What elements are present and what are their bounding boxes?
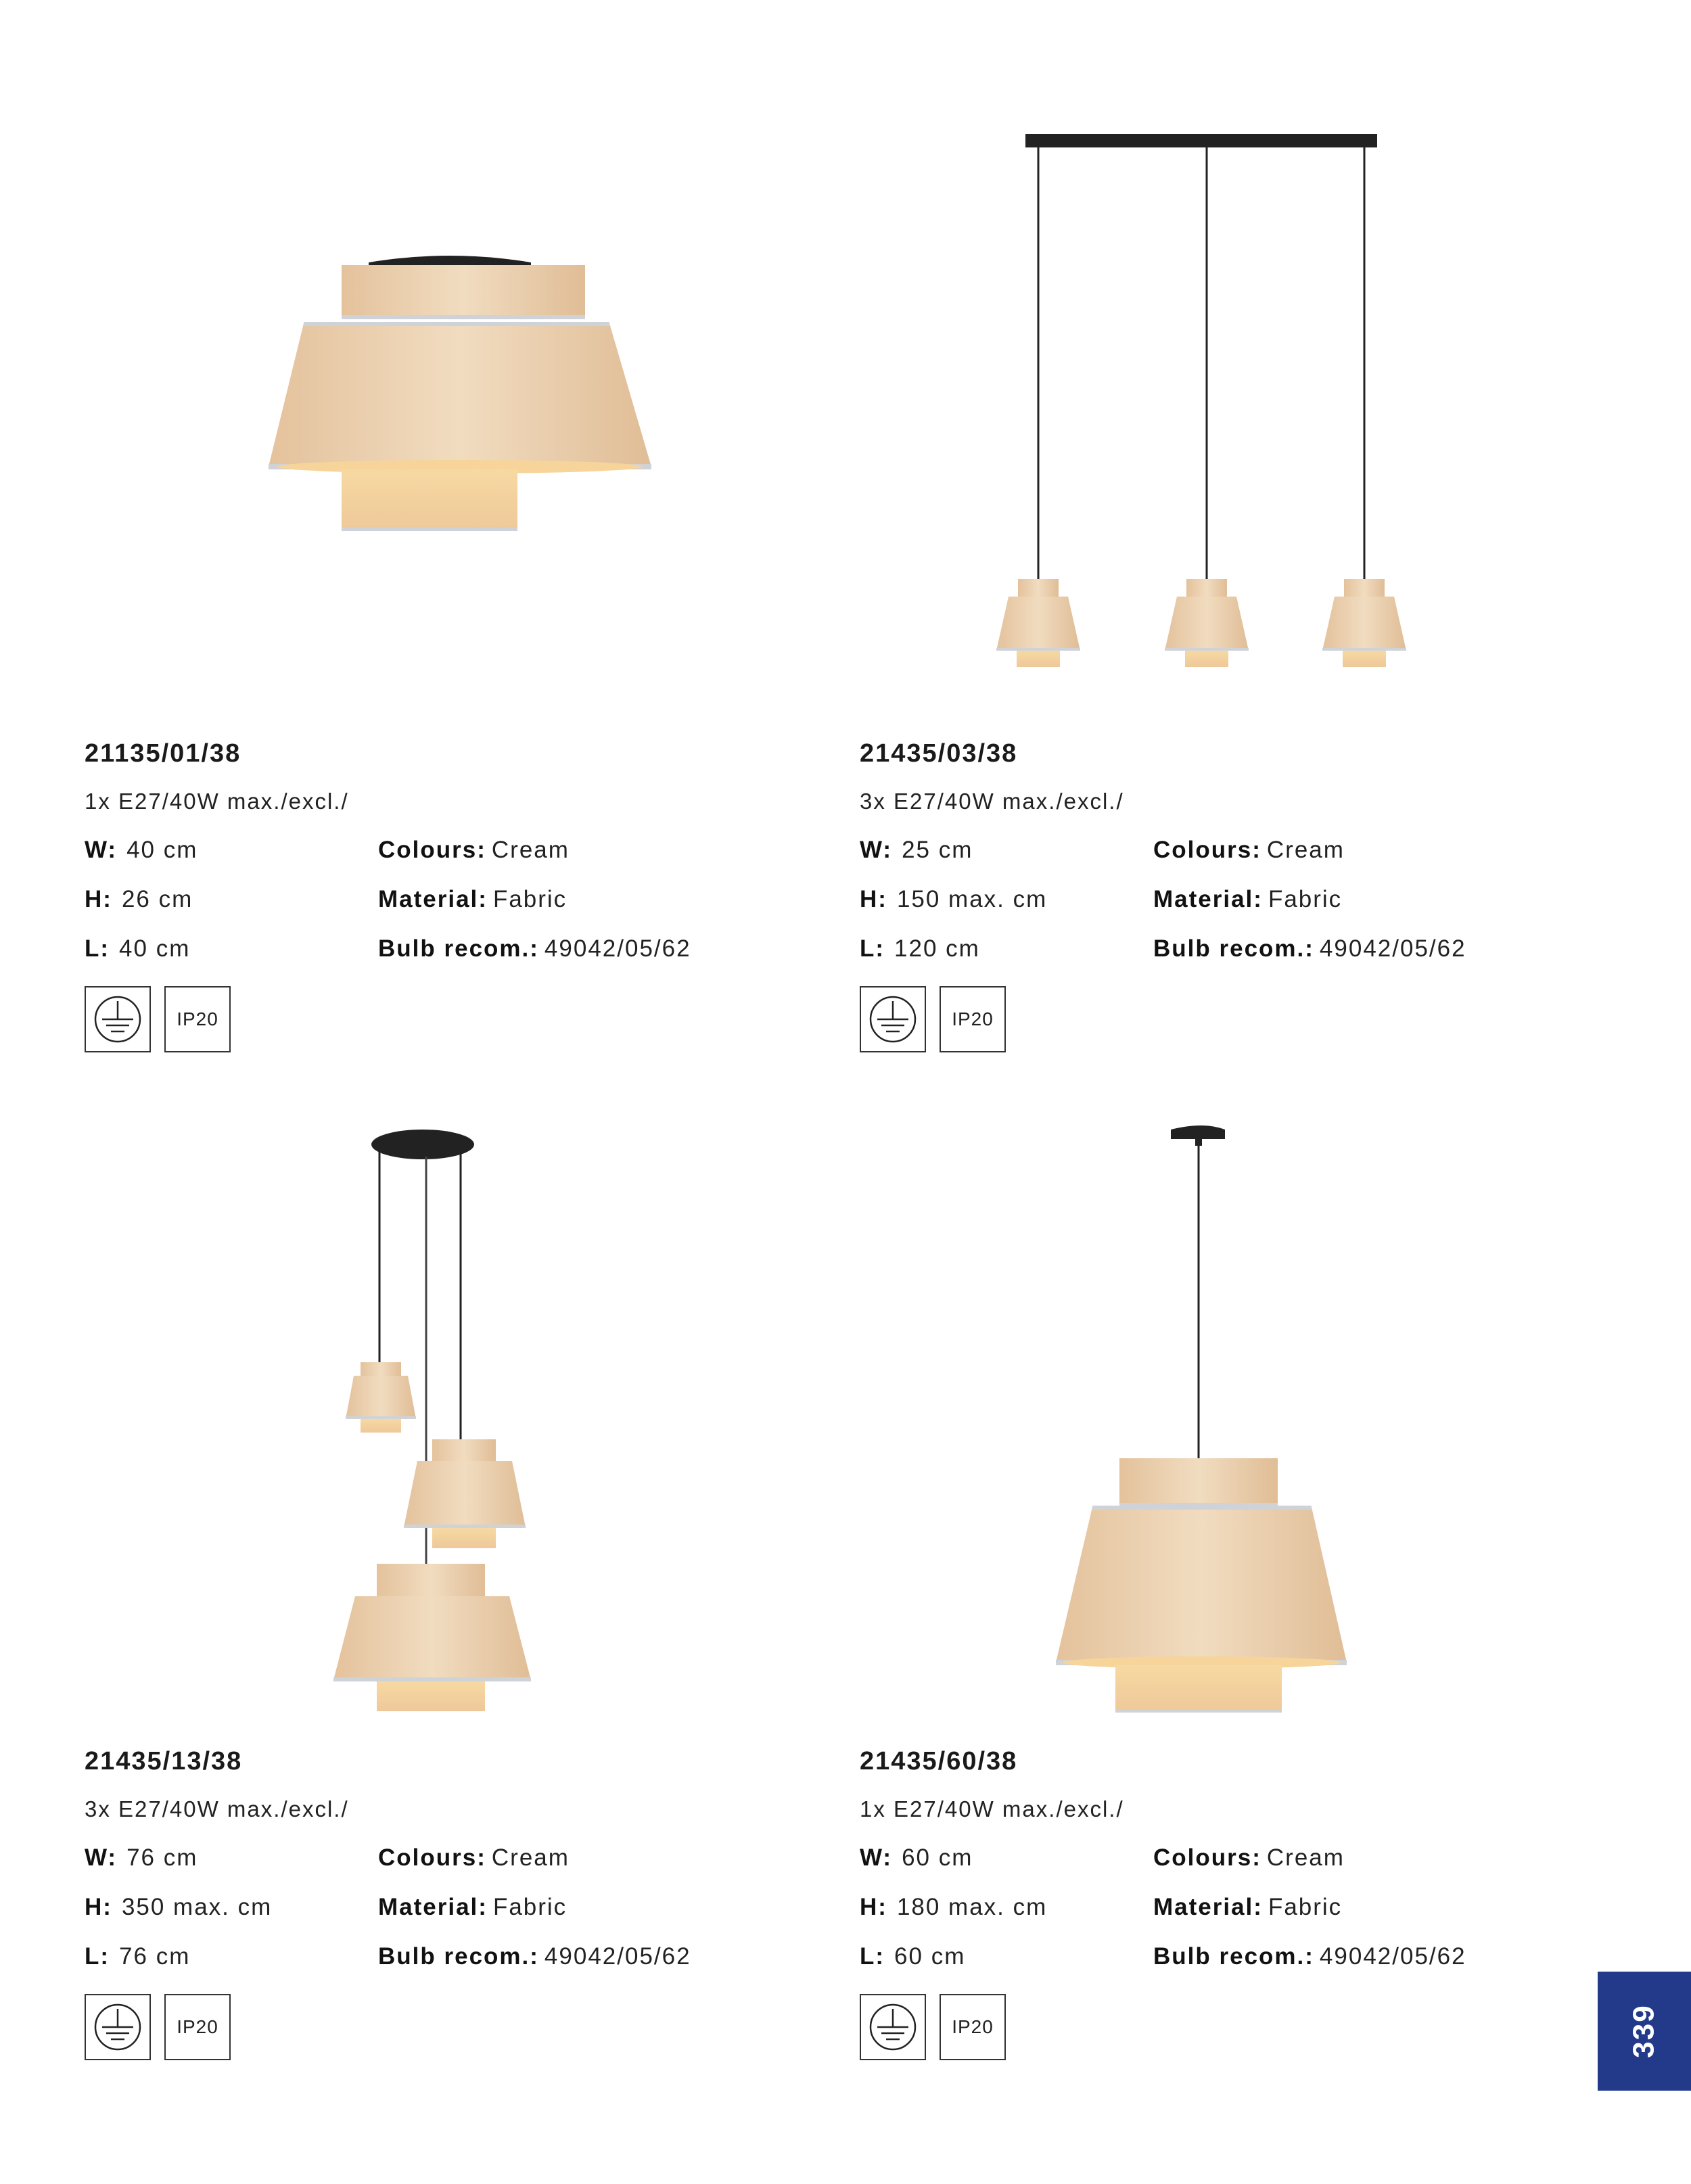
product-code: 21135/01/38 xyxy=(85,739,241,768)
width-spec: W: 76 cm xyxy=(85,1844,198,1871)
ip-rating-badge xyxy=(940,1994,1006,2060)
product-card-21435-13-38 xyxy=(85,1082,761,2097)
height-spec: H: 150 max. cm xyxy=(860,886,1048,912)
colours-spec: Colours: Cream xyxy=(378,1844,570,1871)
colours-spec: Colours: Cream xyxy=(378,837,570,863)
ip-rating-badge xyxy=(164,1994,231,2060)
bulb-recom-spec: Bulb recom.: 49042/05/62 xyxy=(378,1943,691,1970)
class-i-badge xyxy=(85,986,151,1052)
product-code: 21435/03/38 xyxy=(860,739,1018,768)
product-code: 21435/60/38 xyxy=(860,1747,1018,1775)
earth-ground-icon xyxy=(93,2002,143,2052)
ip-rating-badge xyxy=(164,986,231,1052)
product-photo-cluster-pendant xyxy=(85,1082,761,1732)
ip-rating-label: IP20 xyxy=(177,2016,218,2037)
product-card-21135-01-38 xyxy=(85,0,761,1055)
class-i-badge xyxy=(860,1994,926,2060)
class-i-badge xyxy=(860,986,926,1052)
length-spec: L: 60 cm xyxy=(860,1943,966,1970)
bulb-recom-spec: Bulb recom.: 49042/05/62 xyxy=(378,935,691,962)
earth-ground-icon xyxy=(868,2002,918,2052)
length-spec: L: 120 cm xyxy=(860,935,980,962)
product-card-21435-03-38 xyxy=(860,0,1536,1055)
colours-spec: Colours: Cream xyxy=(1153,1844,1345,1871)
width-spec: W: 40 cm xyxy=(85,837,198,863)
width-spec: W: 25 cm xyxy=(860,837,973,863)
material-spec: Material: Fabric xyxy=(1153,886,1343,912)
bulb-recom-spec: Bulb recom.: 49042/05/62 xyxy=(1153,1943,1466,1970)
product-photo-triple-bar-pendant xyxy=(860,0,1536,676)
bulb-recom-spec: Bulb recom.: 49042/05/62 xyxy=(1153,935,1466,962)
ip-rating-label: IP20 xyxy=(952,1008,994,1029)
material-spec: Material: Fabric xyxy=(378,1894,567,1920)
product-photo-single-pendant xyxy=(860,1082,1536,1732)
length-spec: L: 76 cm xyxy=(85,1943,191,1970)
width-spec: W: 60 cm xyxy=(860,1844,973,1871)
colours-spec: Colours: Cream xyxy=(1153,837,1345,863)
earth-ground-icon xyxy=(868,994,918,1044)
bulb-spec: 1x E27/40W max./excl./ xyxy=(85,789,349,814)
ip-rating-label: IP20 xyxy=(177,1008,218,1029)
ip-rating-label: IP20 xyxy=(952,2016,994,2037)
class-i-badge xyxy=(85,1994,151,2060)
page-number-tab xyxy=(1598,1972,1691,2091)
height-spec: H: 180 max. cm xyxy=(860,1894,1048,1920)
bulb-spec: 3x E27/40W max./excl./ xyxy=(860,789,1124,814)
ip-rating-badge xyxy=(940,986,1006,1052)
bulb-spec: 3x E27/40W max./excl./ xyxy=(85,1796,349,1821)
height-spec: H: 26 cm xyxy=(85,886,193,912)
material-spec: Material: Fabric xyxy=(1153,1894,1343,1920)
height-spec: H: 350 max. cm xyxy=(85,1894,273,1920)
product-photo-ceiling-lamp xyxy=(85,0,761,676)
length-spec: L: 40 cm xyxy=(85,935,191,962)
material-spec: Material: Fabric xyxy=(378,886,567,912)
bulb-spec: 1x E27/40W max./excl./ xyxy=(860,1796,1124,1821)
earth-ground-icon xyxy=(93,994,143,1044)
page-number: 339 xyxy=(1627,2004,1661,2058)
product-code: 21435/13/38 xyxy=(85,1747,243,1775)
product-card-21435-60-38 xyxy=(860,1082,1536,2097)
